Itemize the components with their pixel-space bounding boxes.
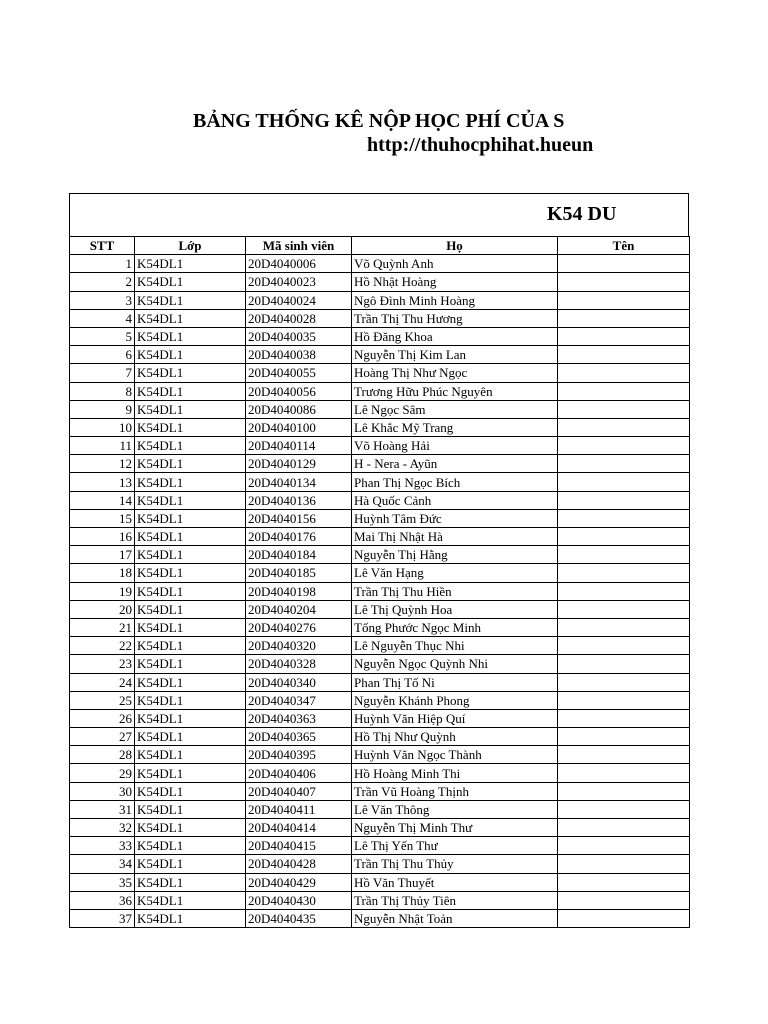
stt-cell: 22 [70, 637, 135, 655]
student-id-cell: 20D4040414 [246, 819, 352, 837]
class-cell: K54DL1 [135, 819, 246, 837]
table-row [70, 764, 690, 782]
class-cell: K54DL1 [135, 618, 246, 636]
class-cell: K54DL1 [135, 564, 246, 582]
column-header-stt: STT [70, 237, 135, 255]
stt-cell: 19 [70, 582, 135, 600]
given-name-cell [558, 364, 690, 382]
stt-cell: 33 [70, 837, 135, 855]
given-name-cell [558, 473, 690, 491]
stt-cell: 23 [70, 655, 135, 673]
surname-cell: Phan Thị Tố Ni [352, 673, 558, 691]
student-id-cell: 20D4040365 [246, 728, 352, 746]
stt-cell: 14 [70, 491, 135, 509]
surname-cell: Lê Văn Thông [352, 800, 558, 818]
column-header-ho: Họ [352, 237, 558, 255]
given-name-cell [558, 855, 690, 873]
class-cell: K54DL1 [135, 455, 246, 473]
table-row [70, 709, 690, 727]
table-row [70, 782, 690, 800]
given-name-cell [558, 837, 690, 855]
table-row [70, 255, 690, 273]
table-row [70, 673, 690, 691]
surname-cell: Ngô Đình Minh Hoàng [352, 291, 558, 309]
table-row [70, 600, 690, 618]
stt-cell: 30 [70, 782, 135, 800]
table-header-row [70, 237, 690, 255]
page-title: BẢNG THỐNG KÊ NỘP HỌC PHÍ CỦA S [193, 110, 565, 132]
class-cell: K54DL1 [135, 546, 246, 564]
given-name-cell [558, 800, 690, 818]
surname-cell: Lê Thị Yến Thư [352, 837, 558, 855]
surname-cell: Nguyễn Thị Minh Thư [352, 819, 558, 837]
surname-cell: Hồ Nhật Hoàng [352, 273, 558, 291]
stt-cell: 24 [70, 673, 135, 691]
student-id-cell: 20D4040276 [246, 618, 352, 636]
table-row [70, 582, 690, 600]
given-name-cell [558, 418, 690, 436]
class-cell: K54DL1 [135, 491, 246, 509]
student-id-cell: 20D4040114 [246, 437, 352, 455]
surname-cell: Hồ Thị Như Quỳnh [352, 728, 558, 746]
surname-cell: Hồ Hoàng Minh Thi [352, 764, 558, 782]
table-row [70, 655, 690, 673]
stt-cell: 37 [70, 909, 135, 927]
column-header-ten: Tên [558, 237, 690, 255]
stt-cell: 5 [70, 327, 135, 345]
table-row [70, 618, 690, 636]
student-id-cell: 20D4040347 [246, 691, 352, 709]
column-header-ma-sinh-vien: Mã sinh viên [246, 237, 352, 255]
class-cell: K54DL1 [135, 273, 246, 291]
surname-cell: Hoàng Thị Như Ngọc [352, 364, 558, 382]
table-row [70, 346, 690, 364]
given-name-cell [558, 546, 690, 564]
given-name-cell [558, 819, 690, 837]
stt-cell: 11 [70, 437, 135, 455]
stt-cell: 8 [70, 382, 135, 400]
table-row [70, 327, 690, 345]
table-body [70, 255, 690, 928]
given-name-cell [558, 728, 690, 746]
class-cell: K54DL1 [135, 837, 246, 855]
student-id-cell: 20D4040086 [246, 400, 352, 418]
student-id-cell: 20D4040363 [246, 709, 352, 727]
class-cell: K54DL1 [135, 255, 246, 273]
given-name-cell [558, 491, 690, 509]
stt-cell: 18 [70, 564, 135, 582]
class-cell: K54DL1 [135, 473, 246, 491]
class-cell: K54DL1 [135, 909, 246, 927]
student-id-cell: 20D4040198 [246, 582, 352, 600]
stt-cell: 12 [70, 455, 135, 473]
stt-cell: 16 [70, 528, 135, 546]
given-name-cell [558, 673, 690, 691]
table-row [70, 800, 690, 818]
class-cell: K54DL1 [135, 855, 246, 873]
student-id-cell: 20D4040023 [246, 273, 352, 291]
stt-cell: 28 [70, 746, 135, 764]
class-cell: K54DL1 [135, 364, 246, 382]
table-row [70, 891, 690, 909]
student-id-cell: 20D4040435 [246, 909, 352, 927]
given-name-cell [558, 782, 690, 800]
surname-cell: Hồ Đăng Khoa [352, 327, 558, 345]
stt-cell: 21 [70, 618, 135, 636]
student-id-cell: 20D4040340 [246, 673, 352, 691]
class-cell: K54DL1 [135, 746, 246, 764]
student-id-cell: 20D4040185 [246, 564, 352, 582]
table-row [70, 418, 690, 436]
surname-cell: Võ Quỳnh Anh [352, 255, 558, 273]
student-id-cell: 20D4040134 [246, 473, 352, 491]
given-name-cell [558, 309, 690, 327]
student-id-cell: 20D4040035 [246, 327, 352, 345]
table-row [70, 437, 690, 455]
table-row [70, 528, 690, 546]
table-row [70, 691, 690, 709]
surname-cell: Nguyễn Thị Kim Lan [352, 346, 558, 364]
surname-cell: Nguyễn Khánh Phong [352, 691, 558, 709]
stt-cell: 13 [70, 473, 135, 491]
class-cell: K54DL1 [135, 327, 246, 345]
given-name-cell [558, 455, 690, 473]
student-id-cell: 20D4040038 [246, 346, 352, 364]
student-id-cell: 20D4040428 [246, 855, 352, 873]
surname-cell: Mai Thị Nhật Hà [352, 528, 558, 546]
student-id-cell: 20D4040411 [246, 800, 352, 818]
table-row [70, 291, 690, 309]
table-row [70, 473, 690, 491]
stt-cell: 3 [70, 291, 135, 309]
table-row [70, 455, 690, 473]
surname-cell: Huỳnh Văn Hiệp Quí [352, 709, 558, 727]
given-name-cell [558, 618, 690, 636]
class-cell: K54DL1 [135, 309, 246, 327]
stt-cell: 26 [70, 709, 135, 727]
surname-cell: Huỳnh Văn Ngọc Thành [352, 746, 558, 764]
table-row [70, 364, 690, 382]
stt-cell: 7 [70, 364, 135, 382]
student-id-cell: 20D4040028 [246, 309, 352, 327]
class-cell: K54DL1 [135, 637, 246, 655]
student-id-cell: 20D4040406 [246, 764, 352, 782]
given-name-cell [558, 600, 690, 618]
table-row [70, 509, 690, 527]
table-row [70, 564, 690, 582]
student-id-cell: 20D4040320 [246, 637, 352, 655]
class-title: K54 DU [547, 203, 617, 225]
surname-cell: H - Nera - Ayũn [352, 455, 558, 473]
stt-cell: 6 [70, 346, 135, 364]
stt-cell: 34 [70, 855, 135, 873]
given-name-cell [558, 255, 690, 273]
student-id-cell: 20D4040024 [246, 291, 352, 309]
class-cell: K54DL1 [135, 509, 246, 527]
class-cell: K54DL1 [135, 782, 246, 800]
stt-cell: 4 [70, 309, 135, 327]
given-name-cell [558, 691, 690, 709]
student-id-cell: 20D4040156 [246, 509, 352, 527]
class-cell: K54DL1 [135, 437, 246, 455]
surname-cell: Trần Thị Thu Thủy [352, 855, 558, 873]
stt-cell: 20 [70, 600, 135, 618]
student-id-cell: 20D4040055 [246, 364, 352, 382]
surname-cell: Nguyễn Thị Hằng [352, 546, 558, 564]
student-id-cell: 20D4040328 [246, 655, 352, 673]
student-id-cell: 20D4040129 [246, 455, 352, 473]
given-name-cell [558, 709, 690, 727]
student-id-cell: 20D4040184 [246, 546, 352, 564]
stt-cell: 31 [70, 800, 135, 818]
given-name-cell [558, 437, 690, 455]
given-name-cell [558, 746, 690, 764]
student-id-cell: 20D4040176 [246, 528, 352, 546]
stt-cell: 15 [70, 509, 135, 527]
page-url: http://thuhocphihat.hueun [367, 134, 594, 156]
stt-cell: 29 [70, 764, 135, 782]
given-name-cell [558, 637, 690, 655]
student-id-cell: 20D4040430 [246, 891, 352, 909]
surname-cell: Trương Hữu Phúc Nguyên [352, 382, 558, 400]
surname-cell: Lê Nguyễn Thục Nhi [352, 637, 558, 655]
given-name-cell [558, 400, 690, 418]
class-cell: K54DL1 [135, 528, 246, 546]
class-cell: K54DL1 [135, 891, 246, 909]
student-id-cell: 20D4040006 [246, 255, 352, 273]
class-cell: K54DL1 [135, 291, 246, 309]
surname-cell: Lê Ngọc Sâm [352, 400, 558, 418]
surname-cell: Võ Hoàng Hải [352, 437, 558, 455]
given-name-cell [558, 582, 690, 600]
given-name-cell [558, 327, 690, 345]
surname-cell: Trần Thị Thủy Tiên [352, 891, 558, 909]
surname-cell: Trần Thị Thu Hương [352, 309, 558, 327]
class-cell: K54DL1 [135, 709, 246, 727]
table-row [70, 546, 690, 564]
class-header-box [69, 193, 689, 236]
student-id-cell: 20D4040395 [246, 746, 352, 764]
given-name-cell [558, 509, 690, 527]
table-row [70, 746, 690, 764]
surname-cell: Hà Quốc Cảnh [352, 491, 558, 509]
class-cell: K54DL1 [135, 800, 246, 818]
table-row [70, 400, 690, 418]
surname-cell: Huỳnh Tâm Đức [352, 509, 558, 527]
table-row [70, 491, 690, 509]
stt-cell: 36 [70, 891, 135, 909]
class-cell: K54DL1 [135, 600, 246, 618]
surname-cell: Phan Thị Ngọc Bích [352, 473, 558, 491]
stt-cell: 17 [70, 546, 135, 564]
stt-cell: 9 [70, 400, 135, 418]
stt-cell: 25 [70, 691, 135, 709]
student-id-cell: 20D4040100 [246, 418, 352, 436]
stt-cell: 27 [70, 728, 135, 746]
class-cell: K54DL1 [135, 418, 246, 436]
stt-cell: 10 [70, 418, 135, 436]
table-row [70, 728, 690, 746]
surname-cell: Lê Khắc Mỹ Trang [352, 418, 558, 436]
given-name-cell [558, 564, 690, 582]
class-cell: K54DL1 [135, 400, 246, 418]
class-cell: K54DL1 [135, 582, 246, 600]
table-row [70, 273, 690, 291]
class-cell: K54DL1 [135, 673, 246, 691]
given-name-cell [558, 909, 690, 927]
student-id-cell: 20D4040204 [246, 600, 352, 618]
surname-cell: Tống Phước Ngọc Minh [352, 618, 558, 636]
table-row [70, 855, 690, 873]
class-cell: K54DL1 [135, 873, 246, 891]
table-row [70, 837, 690, 855]
surname-cell: Lê Thị Quỳnh Hoa [352, 600, 558, 618]
stt-cell: 2 [70, 273, 135, 291]
given-name-cell [558, 873, 690, 891]
class-cell: K54DL1 [135, 728, 246, 746]
class-cell: K54DL1 [135, 764, 246, 782]
given-name-cell [558, 273, 690, 291]
given-name-cell [558, 346, 690, 364]
student-table [69, 236, 690, 928]
class-cell: K54DL1 [135, 346, 246, 364]
surname-cell: Nguyễn Nhật Toản [352, 909, 558, 927]
class-cell: K54DL1 [135, 382, 246, 400]
surname-cell: Trần Vũ Hoàng Thịnh [352, 782, 558, 800]
student-id-cell: 20D4040429 [246, 873, 352, 891]
class-cell: K54DL1 [135, 655, 246, 673]
class-cell: K54DL1 [135, 691, 246, 709]
given-name-cell [558, 764, 690, 782]
given-name-cell [558, 382, 690, 400]
surname-cell: Lê Văn Hạng [352, 564, 558, 582]
table-row [70, 309, 690, 327]
table-row [70, 637, 690, 655]
student-id-cell: 20D4040415 [246, 837, 352, 855]
student-id-cell: 20D4040136 [246, 491, 352, 509]
student-id-cell: 20D4040407 [246, 782, 352, 800]
given-name-cell [558, 891, 690, 909]
surname-cell: Hồ Văn Thuyết [352, 873, 558, 891]
table-row [70, 819, 690, 837]
table-row [70, 382, 690, 400]
given-name-cell [558, 528, 690, 546]
stt-cell: 35 [70, 873, 135, 891]
stt-cell: 1 [70, 255, 135, 273]
given-name-cell [558, 655, 690, 673]
surname-cell: Nguyễn Ngọc Quỳnh Nhi [352, 655, 558, 673]
table-row [70, 909, 690, 927]
column-header-lop: Lớp [135, 237, 246, 255]
surname-cell: Trần Thị Thu Hiền [352, 582, 558, 600]
stt-cell: 32 [70, 819, 135, 837]
given-name-cell [558, 291, 690, 309]
student-id-cell: 20D4040056 [246, 382, 352, 400]
table-row [70, 873, 690, 891]
